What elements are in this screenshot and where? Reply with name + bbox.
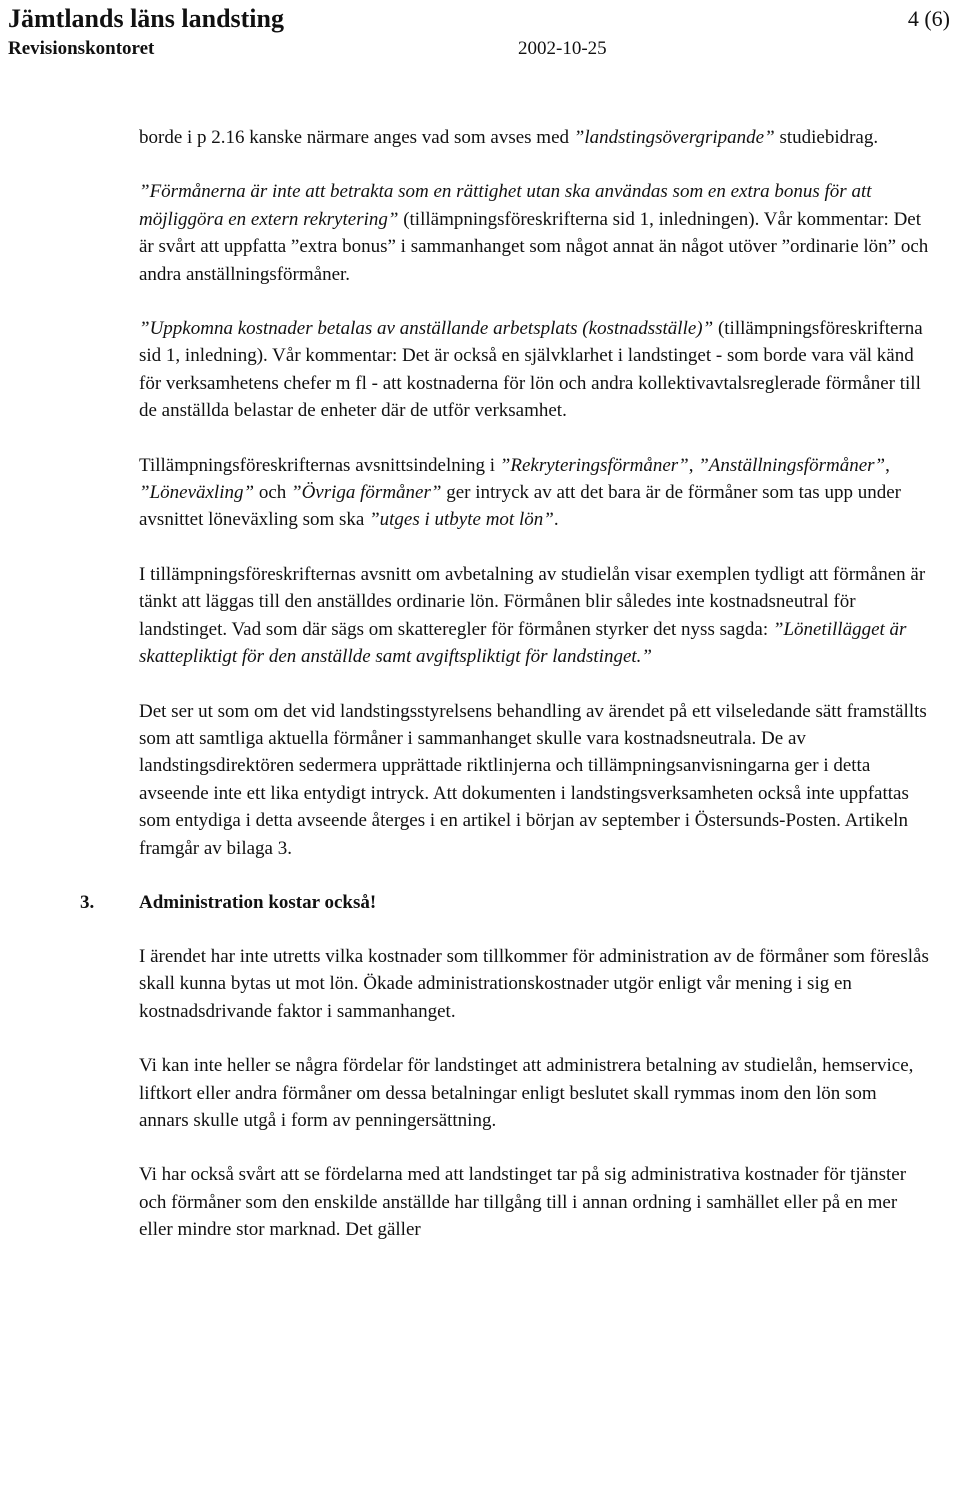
paragraph-3-quote: ”Uppkomna kostnader betalas av anställande arbetsplats (kostnadsställe)” <box>139 318 714 340</box>
paragraph-4-sep-2: , <box>885 454 890 476</box>
paragraph-5-text: I tillämpningsföreskrifternas avsnitt om avbetalning av studielån visar exemplen tydligt att förmånen är tänkt att läggas till den anställdes ordinarie lön. Förmånen blir således inte kostnadsneutral för landstinget. Vad som där sägs om skatteregler för förmånen styrker det nyss sagda: <box>139 563 926 640</box>
paragraph-4-quote-lonevaxling: ”Löneväxling” <box>139 482 255 504</box>
organization-name: Jämtlands läns landsting <box>8 4 284 33</box>
paragraph-1-text-b: studiebidrag. <box>774 127 879 148</box>
paragraph-2-quote: ”Förmånerna är inte att betrakta som en rättighet utan ska användas som en extra bonus för att möjliggöra en extern rekrytering” <box>139 181 872 230</box>
paragraph-5-quote: ”Lönetillägget är skattepliktigt för den anställde samt avgiftspliktigt för landstinget.” <box>139 618 907 668</box>
page-number: 4 (6) <box>907 6 950 31</box>
paragraph-4-quote-rekrytering: ”Rekryteringsförmåner” <box>499 454 689 476</box>
page-header <box>8 4 952 62</box>
paragraph-4-end: . <box>553 509 559 531</box>
paragraph-5 <box>139 561 929 671</box>
paragraph-3 <box>139 315 929 425</box>
paragraph-8: Vi kan inte heller se några fördelar för landstinget att administrera betalning av studielån, hemservice, liftkort eller andra förmåner om dessa betalningar enligt beslutet skall rymmas inom den lön som annars skulle utgå i form av penningersättning. <box>139 1055 914 1131</box>
paragraph-1 <box>139 124 929 151</box>
document-body <box>80 124 929 1271</box>
paragraph-4-sep-1: , <box>688 454 699 476</box>
paragraph-4 <box>139 452 929 534</box>
paragraph-4-quote-ovriga: ”Övriga förmåner” <box>291 482 442 504</box>
paragraph-9: Vi har också svårt att se fördelarna med att landstinget tar på sig administrativa kostnader för tjänster och förmåner som den enskilde anställde har tillgång till i annan ordning i samhället eller på en mer eller mindre stor marknad. Det gäller <box>139 1164 907 1241</box>
paragraph-2-text: (tillämpningsföreskrifterna sid 1, inledningen). Vår kommentar: Det är svårt att uppfatta ”extra bonus” i sammanhanget som något annat än något utöver ”ordinarie lön” och andra anställningsförmåner. <box>139 208 929 285</box>
paragraph-4-quote-anstallning: ”Anställningsförmåner” <box>698 454 886 476</box>
paragraph-7: I ärendet har inte utretts vilka kostnader som tillkommer för administration av de förmåner som föreslås skall kunna bytas ut mot lön. Ökade administrationskostnader utgör enligt vår mening i sig en kostnadsdrivande faktor i sammanhanget. <box>139 945 929 1022</box>
paragraph-4-sep-3: och <box>254 482 291 504</box>
paragraph-2 <box>139 178 929 288</box>
paragraph-4-text-b: ger intryck av att det bara är de förmåner som tas upp under avsnittet löneväxling som ska <box>139 482 901 531</box>
paragraph-4-quote-utges: ”utges i utbyte mot lön” <box>369 509 554 531</box>
paragraph-6: Det ser ut som om det vid landstingsstyrelsens behandling av ärendet på ett vilseledande sätt framställts som att samtliga aktuella förmåner i sammanhanget skulle vara kostnadsneutrala. De av landstingsdirektören sedermera upprättade riktlinjerna och tillämpningsanvisningarna ger i detta avseende inte ett lika entydigt intryck. Att dokumenten i landstingsverksamheten också inte uppfattas som entydiga i detta avseende återges i en artikel i början av september i Östersunds-Posten. Artikeln framgår av bilaga 3. <box>139 700 927 859</box>
paragraph-3-text: (tillämpningsföreskrifterna sid 1, inledning). Vår kommentar: Det är också en självklarhet i landstinget - som borde vara väl känd för verksamhetens chefer m fl - att kostnaderna för lön och andra kollektivavtalsreglerade förmåner till de anställda belastar de enheter där de utför verksamhet. <box>139 318 923 422</box>
document-date: 2002-10-25 <box>518 38 607 59</box>
section-number: 3. <box>80 891 95 913</box>
department-name: Revisionskontoret <box>8 38 155 59</box>
paragraph-1-quote: ”landstingsövergripande” <box>573 127 775 148</box>
section-title: Administration kostar också! <box>139 891 377 913</box>
section-heading <box>80 889 870 916</box>
paragraph-4-text-a: Tillämpningsföreskrifternas avsnittsindelning i <box>139 454 500 476</box>
paragraph-1-text-a: borde i p 2.16 kanske närmare anges vad som avses med <box>139 127 574 148</box>
